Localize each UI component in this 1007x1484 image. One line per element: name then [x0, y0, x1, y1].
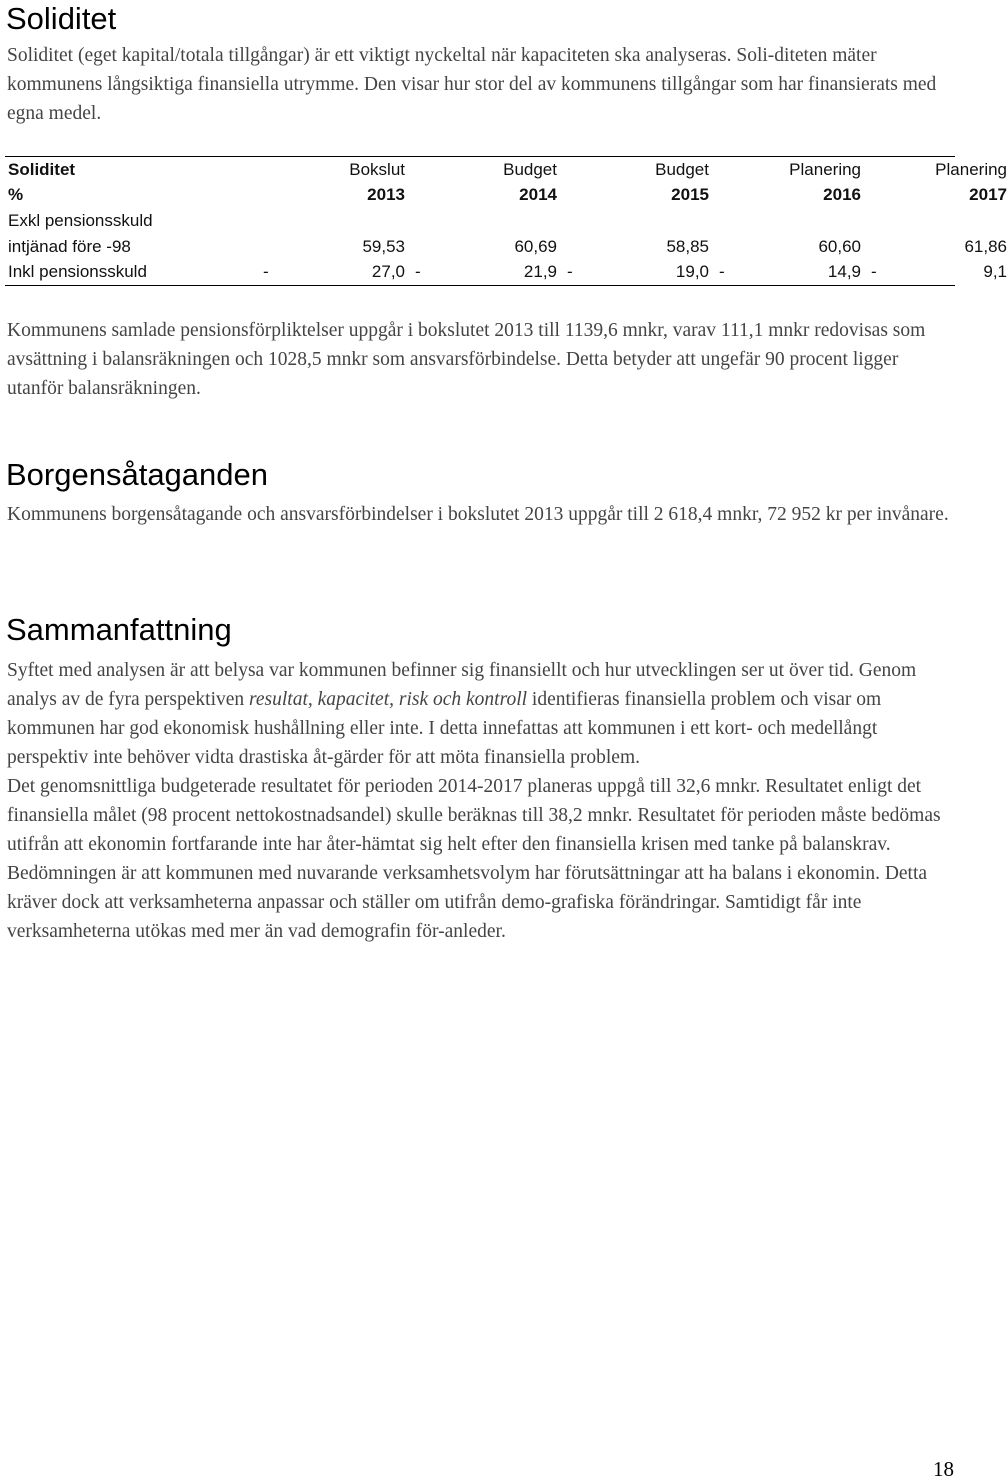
heading-borgensataganden: Borgensåtaganden: [6, 457, 269, 492]
table-cell: 61,86: [964, 236, 1007, 256]
table-header-cell: 2015: [671, 185, 709, 205]
table-header-cell: Bokslut: [349, 159, 405, 179]
heading-soliditet: Soliditet: [6, 1, 117, 36]
table-cell: [405, 208, 441, 234]
table-cell: [557, 208, 593, 234]
table-cell: [745, 208, 861, 234]
table-cell: 9,1: [983, 262, 1007, 282]
table-cell: 19,0: [675, 262, 709, 282]
heading-sammanfattning: Sammanfattning: [6, 612, 232, 647]
italic-perspectives: resultat, kapacitet, risk och kontroll: [249, 689, 528, 710]
sammanfattning-paragraph-1: [0, 656, 952, 772]
table-row: [5, 234, 1007, 260]
table-cell: [861, 208, 897, 234]
table-cell: 59,53: [362, 236, 405, 256]
table-cell: [557, 234, 593, 260]
table-header-cell: 2016: [823, 185, 861, 205]
table-cell: [593, 208, 709, 234]
table-header-cell: 2013: [367, 185, 405, 205]
borgensataganden-paragraph: Kommunens borgensåtagande och ansvarsförbindelser i bokslutet 2013 uppgår till 2 618,4 mnkr, 72 952 kr per invånare.: [7, 504, 949, 525]
table-cell: -: [567, 262, 573, 282]
table-header-cell: Planering: [935, 159, 1007, 179]
soliditet-intro-paragraph: Soliditet (eget kapital/totala tillgångar) är ett viktigt nyckeltal när kapaciteten ska analyseras. Soli-diteten mäter kommunens långsiktiga finansiella utrymme. Den visar hur stor del av kommunens tillgångar som har finansierats med egna medel.: [7, 45, 937, 124]
row-label: intjänad före -98: [8, 236, 131, 256]
table-cell: [709, 208, 745, 234]
table-header-cell: Budget: [503, 159, 557, 179]
table-cell: -: [415, 262, 421, 282]
text-run: Syftet med analysen är att belysa var kommunen befinner sig finansiellt och hur utvecklingen ser ut över tid. Genom analys av de fyra perspektiven: [7, 660, 917, 710]
table-cell: [861, 234, 897, 260]
table-cell: [289, 208, 405, 234]
table-cell: 14,9: [827, 262, 861, 282]
page-number: 18: [933, 1457, 954, 1481]
table-cell: [897, 208, 1007, 234]
table-cell: [405, 234, 441, 260]
text-run: identifieras finansiella problem och visar om kommunen har god ekonomisk hushållning eller inte. I detta innefattas att kommunen i ett kort- och medellångt perspektiv inte behöver vidta drastiska åt-gärder för att möta finansiella problem.: [7, 689, 882, 768]
table-cell: -: [263, 262, 269, 282]
table-cell: 21,9: [523, 262, 557, 282]
sammanfattning-paragraph-3: Bedömningen är att kommunen med nuvarande verksamhetsvolym har förutsättningar att ha balans i ekonomin. Detta kräver dock att verksamheterna anpassar och ställer om utifrån demo-grafiska förändringar. Samtidigt får inte verksamheterna utökas med mer än vad demografin för-anleder.: [7, 863, 928, 942]
pension-paragraph: Kommunens samlade pensionsförpliktelser uppgår i bokslutet 2013 till 1139,6 mnkr, varav 111,1 mnkr redovisas som avsättning i balansräkningen och 1028,5 mnkr som ansvarsförbindelse. Detta betyder att ungefär 90 procent ligger utanför balansräkningen.: [7, 320, 926, 399]
row-label: Exkl pensionsskuld: [8, 210, 153, 230]
sammanfattning-paragraph-2: Det genomsnittliga budgeterade resultatet för perioden 2014-2017 planeras uppgå till 32,6 mnkr. Resultatet enligt det finansiella målet (98 procent nettokostnadsandel) skulle beräknas till 38,2 mnkr. Resultatet för perioden måste bedömas utifrån att ekonomin fortfarande inte har åter-hämtat sig helt efter den finansiella krisen med tanke på balanskrav.: [7, 776, 941, 855]
table-cell: [709, 234, 745, 260]
table-header-cell: %: [8, 185, 24, 205]
table-row: [5, 259, 1007, 285]
table-cell: 60,60: [818, 236, 861, 256]
table-cell: [441, 208, 557, 234]
table-row: [5, 208, 1007, 234]
table-header-cell: 2017: [969, 185, 1007, 205]
table-header-cell: 2014: [519, 185, 557, 205]
table-cell: -: [719, 262, 725, 282]
table-cell: [253, 234, 289, 260]
table-header-cell: Budget: [655, 159, 709, 179]
table-header-row-2: [5, 183, 1007, 209]
soliditet-table: [5, 156, 1007, 286]
table-cell: [253, 208, 289, 234]
table-cell: 27,0: [371, 262, 405, 282]
table-cell: 60,69: [514, 236, 557, 256]
table-header-row-1: [5, 157, 1007, 183]
table-cell: 58,85: [666, 236, 709, 256]
table-cell: -: [871, 262, 877, 282]
row-label: Inkl pensionsskuld: [8, 262, 147, 282]
sammanfattning-body: [0, 656, 952, 946]
table-header-cell: Soliditet: [8, 159, 76, 179]
table-header-cell: Planering: [789, 159, 861, 179]
